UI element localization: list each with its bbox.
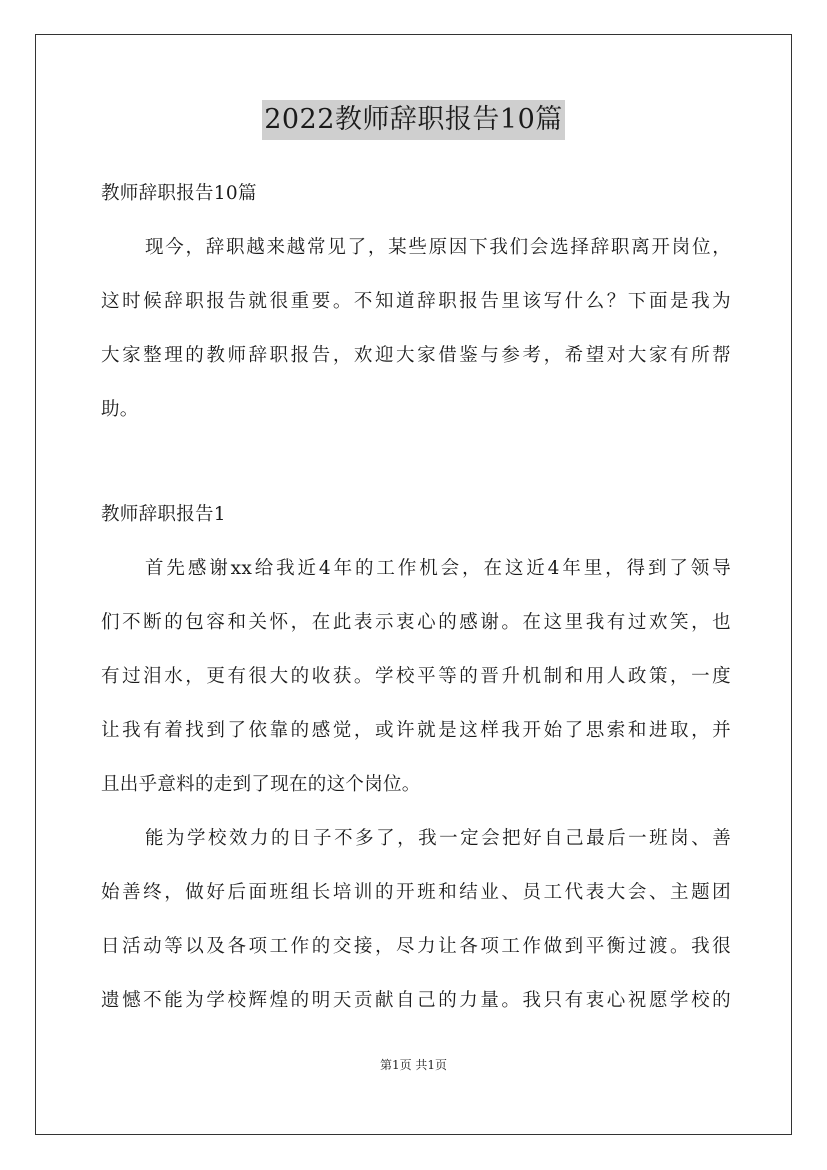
section1-paragraph-1 — [101, 552, 731, 822]
paragraph-line: 们不断的包容和关怀，在此表示衷心的感谢。在这里我有过欢笑，也 — [101, 612, 731, 633]
paragraph-line: 日活动等以及各项工作的交接，尽力让各项工作做到平衡过渡。我很 — [101, 936, 731, 957]
intro-line: 大家整理的教师辞职报告，欢迎大家借鉴与参考，希望对大家有所帮 — [101, 345, 731, 366]
paragraph-line: 首先感谢xx给我近4年的工作机会，在这近4年里，得到了领导 — [145, 558, 731, 579]
paragraph-line: 有过泪水，更有很大的收获。学校平等的晋升机制和用人政策，一度 — [101, 666, 731, 687]
paragraph-line: 且出乎意料的走到了现在的这个岗位。 — [101, 774, 421, 795]
paragraph-line: 遗憾不能为学校辉煌的明天贡献自己的力量。我只有衷心祝愿学校的 — [101, 990, 731, 1011]
document-title-container — [0, 100, 827, 140]
section-heading: 教师辞职报告1 — [101, 504, 226, 525]
section1-paragraph-2 — [101, 822, 731, 1038]
intro-line: 这时候辞职报告就很重要。不知道辞职报告里该写什么？下面是我为 — [101, 291, 731, 312]
paragraph-spacer — [101, 447, 731, 498]
paragraph-line: 始善终，做好后面班组长培训的开班和结业、员工代表大会、主题团 — [101, 882, 731, 903]
intro-line: 现今，辞职越来越常见了，某些原因下我们会选择辞职离开岗位， — [145, 237, 731, 258]
intro-paragraph — [101, 231, 731, 447]
document-body — [101, 177, 731, 1038]
intro-line: 助。 — [101, 399, 139, 420]
paragraph-line: 让我有着找到了依靠的感觉，或许就是这样我开始了思索和进取，并 — [101, 720, 731, 741]
paragraph-line: 能为学校效力的日子不多了，我一定会把好自己最后一班岗、善 — [145, 828, 731, 849]
subtitle: 教师辞职报告10篇 — [101, 183, 257, 204]
page-number: 第1页 共1页 — [379, 1058, 448, 1072]
document-title: 2022教师辞职报告10篇 — [262, 100, 565, 140]
page-footer — [0, 1056, 827, 1073]
